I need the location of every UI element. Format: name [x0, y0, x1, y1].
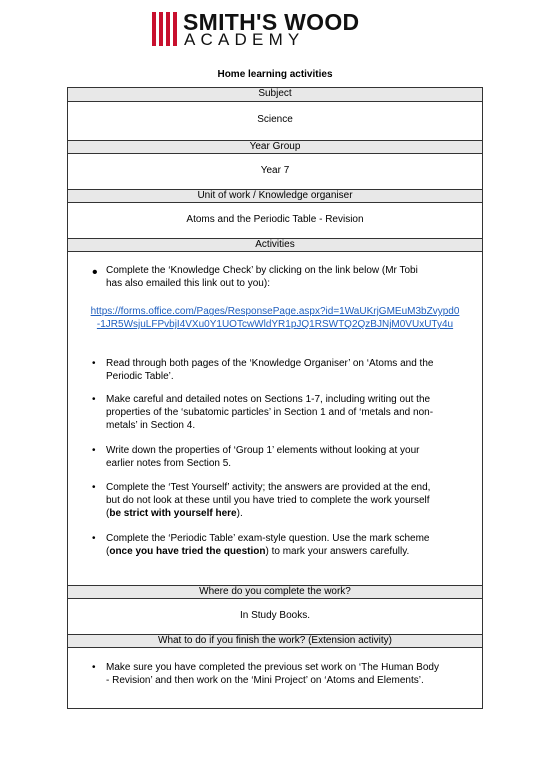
activity-text: has also emailed this link out to you):	[106, 278, 270, 289]
activity-text-part: ).	[236, 508, 243, 519]
year-group-header: Year Group	[68, 140, 482, 154]
unit-value: Atoms and the Periodic Table - Revision	[186, 214, 364, 225]
activity-text: Complete the ‘Test Yourself’ activity; the answers are provided at the end,	[106, 482, 431, 493]
activity-text: Make sure you have completed the previous set work on ‘The Human Body	[106, 662, 439, 673]
year-group-value: Year 7	[260, 165, 290, 176]
activities-table	[67, 87, 483, 709]
emphasis-text: once you have tried the question	[109, 546, 266, 557]
bullet-icon: •	[92, 358, 96, 369]
unit-header: Unit of work / Knowledge organiser	[68, 189, 482, 203]
where-header: Where do you complete the work?	[68, 585, 482, 599]
activity-text	[106, 507, 476, 520]
activity-text: Write down the properties of ‘Group 1’ elements without looking at your	[106, 445, 420, 456]
subject-header: Subject	[68, 88, 482, 102]
activity-text: - Revision’ and then work on the ‘Mini Project’ on ‘Atoms and Elements’.	[106, 675, 424, 686]
activity-text: Complete the ‘Knowledge Check’ by clicking on the link below (Mr Tobi	[106, 265, 418, 276]
activity-text: Read through both pages of the ‘Knowledge Organiser’ on ‘Atoms and the	[106, 358, 434, 369]
activity-text	[106, 545, 476, 558]
logo-subtitle: ACADEMY	[184, 30, 305, 49]
link-text[interactable]: -1JR5WsjuLFPvbjI4VXu0Y1UOTcwWldYR1pJQ1RSWTQ2QzBJNjM0VUxUTy4u	[96, 319, 454, 330]
link-text[interactable]: https://forms.office.com/Pages/ResponsePage.aspx?id=1WaUKrjGMEuM3bZvypd0	[90, 306, 460, 317]
bullet-icon: •	[92, 445, 96, 456]
activity-text: Make careful and detailed notes on Sections 1-7, including writing out the	[106, 394, 431, 405]
activity-text-part: ) to mark your answers carefully.	[265, 546, 410, 557]
logo-name: SMITH'S WOOD	[183, 9, 360, 35]
emphasis-text: be strict with yourself here	[109, 508, 237, 519]
academy-logo	[152, 10, 402, 52]
activity-text: properties of the ‘subatomic particles’ in Section 1 and of ‘metals and non-	[106, 407, 434, 418]
logo-bars-icon	[152, 12, 179, 46]
activity-text: Complete the ‘Periodic Table’ exam-style question. Use the mark scheme	[106, 533, 430, 544]
activity-text: earlier notes from Section 5.	[106, 458, 232, 469]
activity-text: metals’ in Section 4.	[106, 420, 196, 431]
activity-text-part: (	[106, 508, 110, 519]
activity-text-part: (	[106, 546, 110, 557]
bullet-icon: •	[92, 394, 96, 405]
activities-header: Activities	[68, 238, 482, 252]
knowledge-check-link[interactable]	[68, 305, 482, 331]
activity-text: but do not look at these until you have tried to complete the work yourself	[106, 495, 430, 506]
bullet-icon: •	[92, 264, 98, 281]
bullet-icon: •	[92, 662, 96, 673]
activity-text: Periodic Table’.	[106, 371, 174, 382]
where-value: In Study Books.	[239, 610, 311, 621]
document-title: Home learning activities	[217, 69, 333, 80]
subject-value: Science	[257, 114, 293, 125]
extension-header: What to do if you finish the work? (Extension activity)	[68, 634, 482, 648]
bullet-icon: •	[92, 482, 96, 493]
bullet-icon: •	[92, 533, 96, 544]
